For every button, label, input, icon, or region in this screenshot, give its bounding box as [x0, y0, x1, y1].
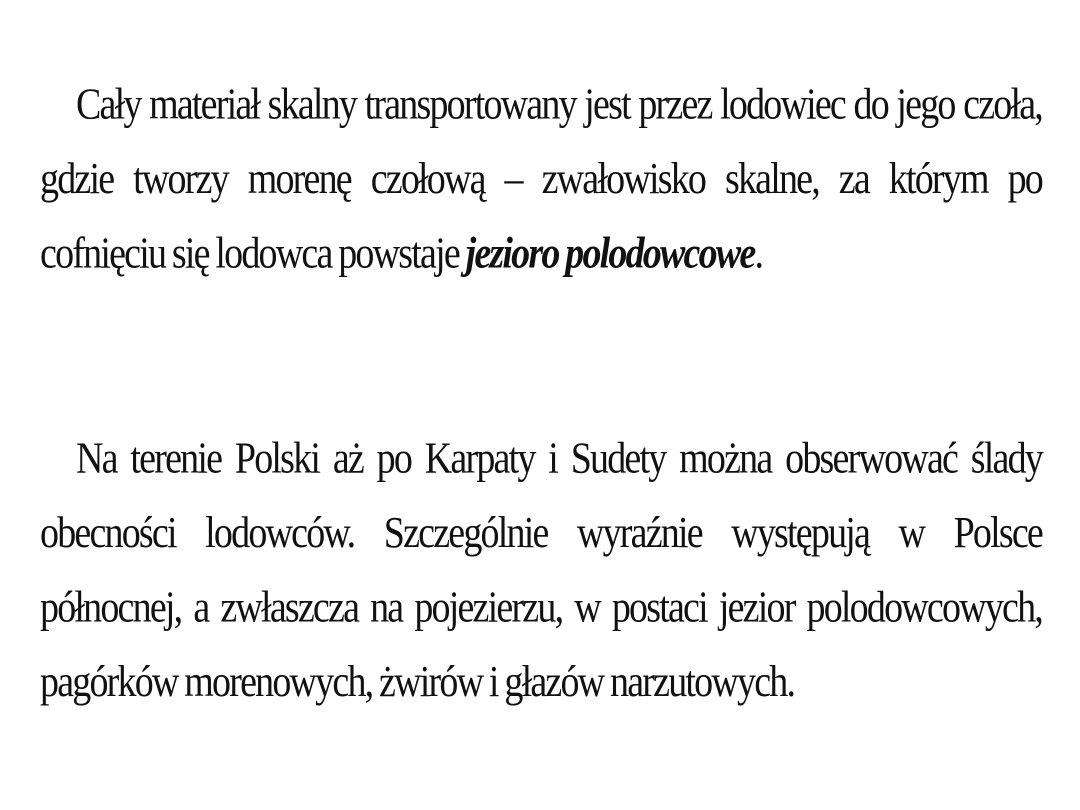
paragraph-moraine-text: Cały materiał skalny transportowany jest przez lodowiec do jego czoła, gdzie tworzy morenę czołową – zwałowisko skalne, za którym po cofnięciu się lodowca powstaje — [40, 79, 1042, 279]
paragraph-moraine — [40, 68, 1042, 291]
paragraph-glacier-traces: Na terenie Polski aż po Karpaty i Sudety można obserwować ślady obecności lodowców. Szczególnie wyraźnie występują w Polsce północnej, a zwłaszcza na pojezierzu, w postaci jezior polodowcowych, pagórków morenowych, żwirów i głazów narzutowych. — [40, 433, 1042, 707]
paragraph-moraine-end: . — [754, 228, 763, 279]
term-glacial-lake: jezioro polodowcowe — [465, 228, 755, 279]
